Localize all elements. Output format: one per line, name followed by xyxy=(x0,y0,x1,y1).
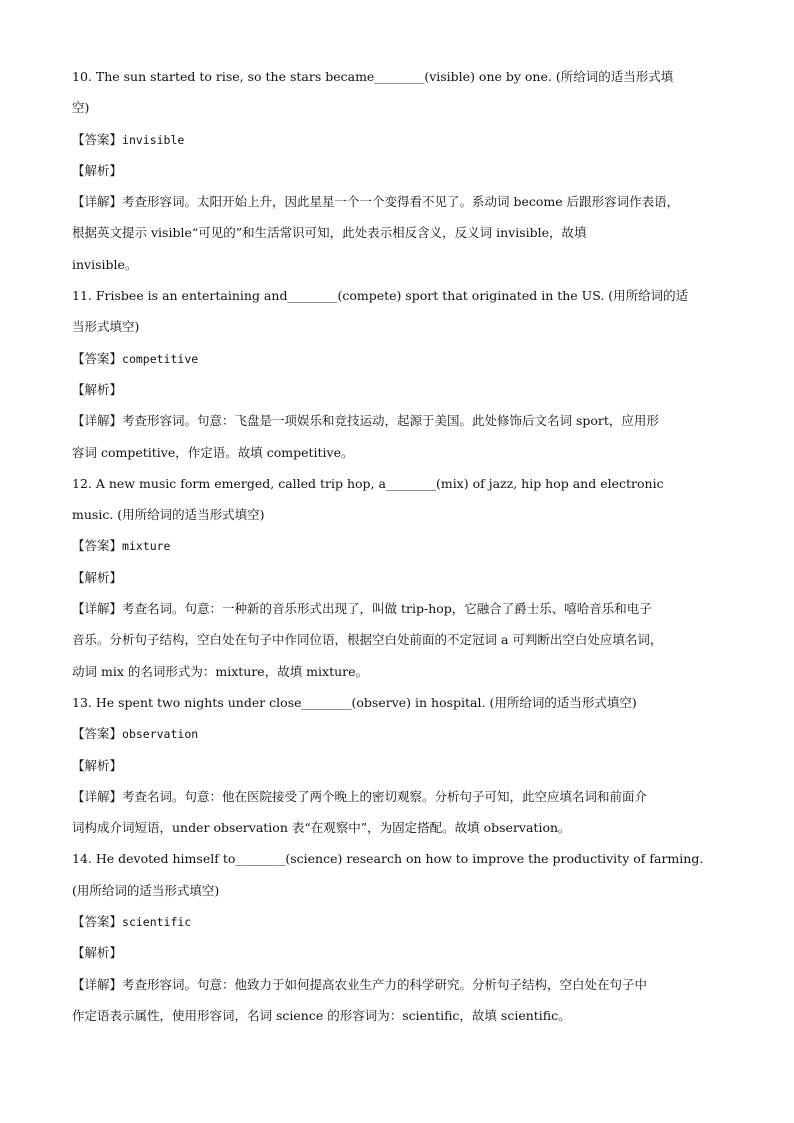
question-block xyxy=(72,843,724,1031)
detail-text: 考查形容词。太阳开始上升，因此星星一个一个变得看不见了。系动词 become 后跟形容词作表语， xyxy=(122,194,680,210)
document-body xyxy=(72,61,724,1031)
detail-text: 音乐。分析句子结构，空白处在句子中作同位语，根据空白处前面的不定冠词 a 可判断出空白处应填名词， xyxy=(72,632,663,648)
answer-value: invisible xyxy=(122,132,185,147)
question-text: (用所给词的适当形式填空) xyxy=(72,882,220,898)
analysis-label: 【解析】 xyxy=(72,569,123,585)
analysis-label: 【解析】 xyxy=(72,381,123,397)
detail-text: 动词 mix 的名词形式为：mixture，故填 mixture。 xyxy=(72,663,369,679)
answer-label: 【答案】 xyxy=(72,726,123,742)
question-text: 当形式填空) xyxy=(72,319,140,335)
question-block xyxy=(72,280,724,468)
question-text: 空) xyxy=(72,100,90,116)
detail-line xyxy=(72,405,724,436)
answer-value: mixture xyxy=(122,539,171,554)
answer-label: 【答案】 xyxy=(72,914,123,930)
question-block xyxy=(72,687,724,843)
detail-line xyxy=(72,781,724,812)
detail-label: 【详解】 xyxy=(72,976,123,992)
answer-line xyxy=(72,530,724,561)
question-block xyxy=(72,468,724,687)
detail-text: 作定语表示属性，使用形容词，名词 science 的形容词为：scientific，故填 scientific。 xyxy=(72,1007,571,1023)
detail-label: 【详解】 xyxy=(72,788,123,804)
detail-line xyxy=(72,969,724,1000)
answer-line xyxy=(72,718,724,749)
analysis-label: 【解析】 xyxy=(72,757,123,773)
detail-text: 考查名词。句意：一种新的音乐形式出现了，叫做 trip-hop，它融合了爵士乐、嘻哈音乐和电子 xyxy=(122,601,652,617)
detail-text: 容词 competitive，作定语。故填 competitive。 xyxy=(72,444,354,460)
question-text: 11. Frisbee is an entertaining and________(compete) sport that originated in the US. (用所给词的适 xyxy=(72,288,689,304)
detail-label: 【详解】 xyxy=(72,601,123,617)
answer-value: competitive xyxy=(122,351,199,366)
answer-label: 【答案】 xyxy=(72,538,123,554)
question-text: 10. The sun started to rise, so the stars became________(visible) one by one. (所给词的适当形式填 xyxy=(72,69,674,84)
question-text: 13. He spent two nights under close________(observe) in hospital. (用所给词的适当形式填空) xyxy=(72,694,637,710)
analysis-label: 【解析】 xyxy=(72,162,123,178)
answer-value: scientific xyxy=(122,915,192,930)
detail-text: 根据英文提示 visible“可见的”和生活常识可知，此处表示相反含义，反义词 invisible，故填 xyxy=(72,225,587,241)
analysis-label: 【解析】 xyxy=(72,945,123,961)
question-block xyxy=(72,61,724,280)
detail-text: 考查形容词。句意：飞盘是一项娱乐和竞技运动，起源于美国。此处修饰后文名词 sport，应用形 xyxy=(122,413,659,429)
answer-line xyxy=(72,906,724,937)
answer-label: 【答案】 xyxy=(72,131,123,147)
detail-label: 【详解】 xyxy=(72,194,123,210)
question-text: 14. He devoted himself to________(science) research on how to improve the productivity of farming. xyxy=(72,851,704,867)
detail-text: 词构成介词短语，under observation 表“在观察中”，为固定搭配。故填 observation。 xyxy=(72,820,571,836)
answer-label: 【答案】 xyxy=(72,350,123,366)
answer-value: observation xyxy=(122,727,199,742)
detail-line xyxy=(72,186,724,217)
detail-text: invisible。 xyxy=(72,256,138,272)
answer-line xyxy=(72,124,724,155)
detail-text: 考查名词。句意：他在医院接受了两个晚上的密切观察。分析句子可知，此空应填名词和前面介 xyxy=(122,788,648,804)
detail-text: 考查形容词。句意：他致力于如何提高农业生产力的科学研究。分析句子结构，空白处在句子中 xyxy=(122,976,648,992)
question-text: music. (用所给词的适当形式填空) xyxy=(72,507,265,523)
question-text: 12. A new music form emerged, called trip hop, a________(mix) of jazz, hip hop and electronic xyxy=(72,475,664,491)
detail-label: 【详解】 xyxy=(72,413,123,429)
answer-line xyxy=(72,343,724,374)
detail-line xyxy=(72,593,724,624)
